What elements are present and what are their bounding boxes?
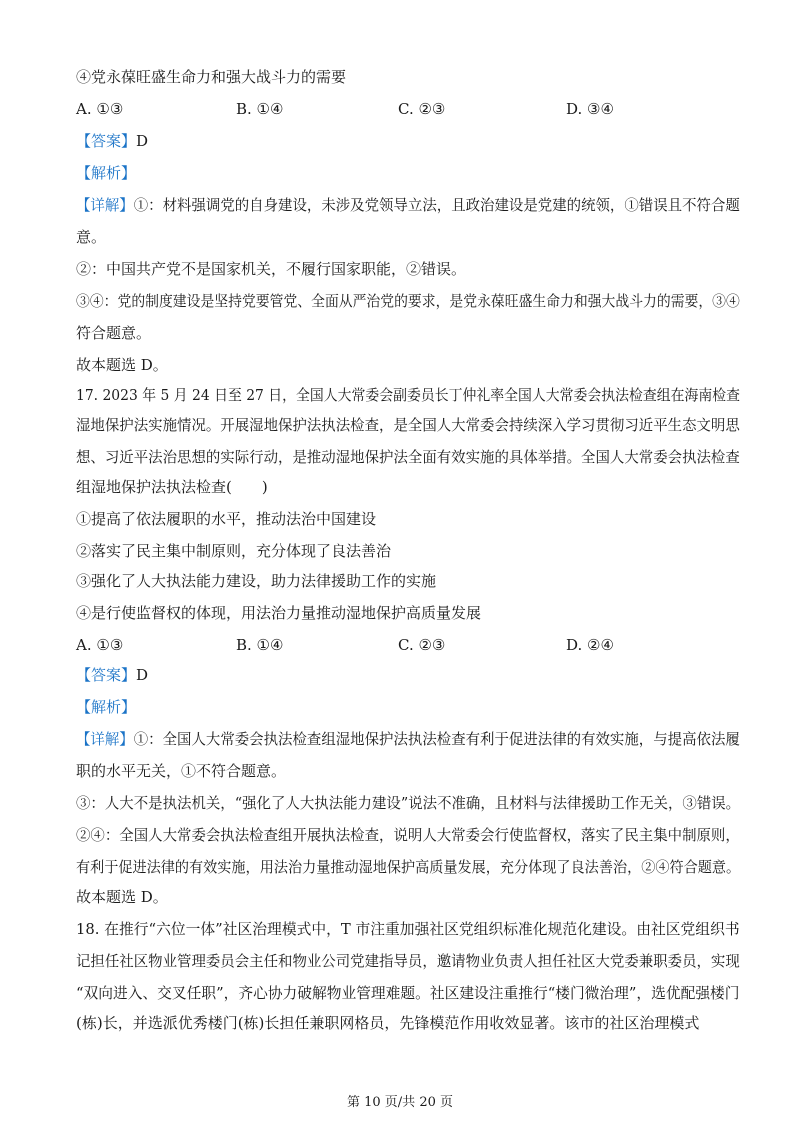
q17-item-3: ③强化了人大执法能力建设，助力法律援助工作的实施 (76, 572, 437, 590)
detail-text: ①：材料强调党的自身建设，未涉及党领导立法，且政治建设是党建的统领，①错误且不符合题 (133, 196, 740, 214)
q17-item-2: ②落实了民主集中制原则，充分体现了良法善治 (76, 542, 392, 560)
q16-answer (76, 130, 148, 152)
q16-option-c: C. ②③ (398, 100, 446, 118)
answer-value: D (136, 666, 149, 684)
q18-stem-line: 记担任社区物业管理委员会主任和物业公司党建指导员，邀请物业负责人担任社区大党委兼职委员，实现 (76, 952, 740, 970)
q17-item-1: ①提高了依法履职的水平，推动法治中国建设 (76, 510, 377, 528)
q17-stem-line: 17. 2023 年 5 月 24 日至 27 日，全国人大常委会副委员长丁仲礼率全国人大常委会执法检查组在海南检查 (76, 386, 741, 404)
answer-tag: 【答案】 (76, 666, 137, 684)
q17-detail-line (76, 728, 740, 750)
q18-stem-line: “双向进入、交叉任职”，齐心协力破解物业管理难题。社区建设注重推行“楼门微治理”，选优配强楼门 (76, 984, 740, 1002)
q17-stem-line: 组湿地保护法执法检查( ) (76, 478, 268, 496)
q16-detail-line: ③④：党的制度建设是坚持党要管党、全面从严治党的要求，是党永葆旺盛生命力和强大战斗力的需要，③④ (76, 292, 740, 310)
q16-item-4: ④党永葆旺盛生命力和强大战斗力的需要 (76, 68, 347, 86)
q17-option-a: A. ①③ (76, 636, 124, 654)
q17-stem-line: 湿地保护法实施情况。开展湿地保护法执法检查，是全国人大常委会持续深入学习贯彻习近平生态文明思 (76, 416, 740, 434)
q17-conclusion: 故本题选 D。 (76, 888, 168, 906)
q17-option-c: C. ②③ (398, 636, 446, 654)
q16-analysis-tag: 【解析】 (76, 164, 137, 182)
q16-detail-line: 意。 (76, 228, 107, 246)
q17-option-d: D. ②④ (566, 636, 614, 654)
detail-tag: 【详解】 (76, 730, 134, 748)
answer-tag: 【答案】 (76, 132, 137, 150)
q17-detail-line: ②④：全国人大常委会执法检查组开展执法检查，说明人大常委会行使监督权，落实了民主集中制原则， (76, 826, 740, 844)
q17-item-4: ④是行使监督权的体现，用法治力量推动湿地保护高质量发展 (76, 604, 482, 622)
q16-detail-line: ②：中国共产党不是国家机关，不履行国家职能，②错误。 (76, 260, 467, 278)
q16-option-d: D. ③④ (566, 100, 614, 118)
q17-detail-line: 有利于促进法律的有效实施，用法治力量推动湿地保护高质量发展，充分体现了良法善治，②④符合题意。 (76, 858, 741, 876)
page-number-footer: 第 10 页/共 20 页 (347, 1095, 453, 1110)
answer-value: D (136, 132, 149, 150)
q17-detail-line: ③：人大不是执法机关，“强化了人大执法能力建设”说法不准确，且材料与法律援助工作无关，③错误。 (76, 794, 741, 812)
q16-option-b: B. ①④ (236, 100, 284, 118)
q17-stem-line: 想、习近平法治思想的实际行动，是推动湿地保护法全面有效实施的具体举措。全国人大常委会执法检查 (76, 448, 740, 466)
q16-option-a: A. ①③ (76, 100, 124, 118)
q16-detail-line (76, 194, 740, 216)
q17-answer (76, 664, 148, 686)
q18-stem-line: 18. 在推行“六位一体”社区治理模式中，T 市注重加强社区党组织标准化规范化建设。由社区党组织书 (76, 920, 740, 938)
q18-stem-line: (栋)长，并选派优秀楼门(栋)长担任兼职网格员，先锋模范作用收效显著。该市的社区治理模式 (76, 1014, 700, 1032)
detail-text: ①：全国人大常委会执法检查组湿地保护法执法检查有利于促进法律的有效实施，与提高依法履 (133, 730, 740, 748)
q16-detail-line: 符合题意。 (76, 324, 152, 342)
q17-detail-line: 职的水平无关，①不符合题意。 (76, 762, 287, 780)
q16-conclusion: 故本题选 D。 (76, 356, 168, 374)
q17-analysis-tag: 【解析】 (76, 698, 137, 716)
q17-option-b: B. ①④ (236, 636, 284, 654)
detail-tag: 【详解】 (76, 196, 134, 214)
